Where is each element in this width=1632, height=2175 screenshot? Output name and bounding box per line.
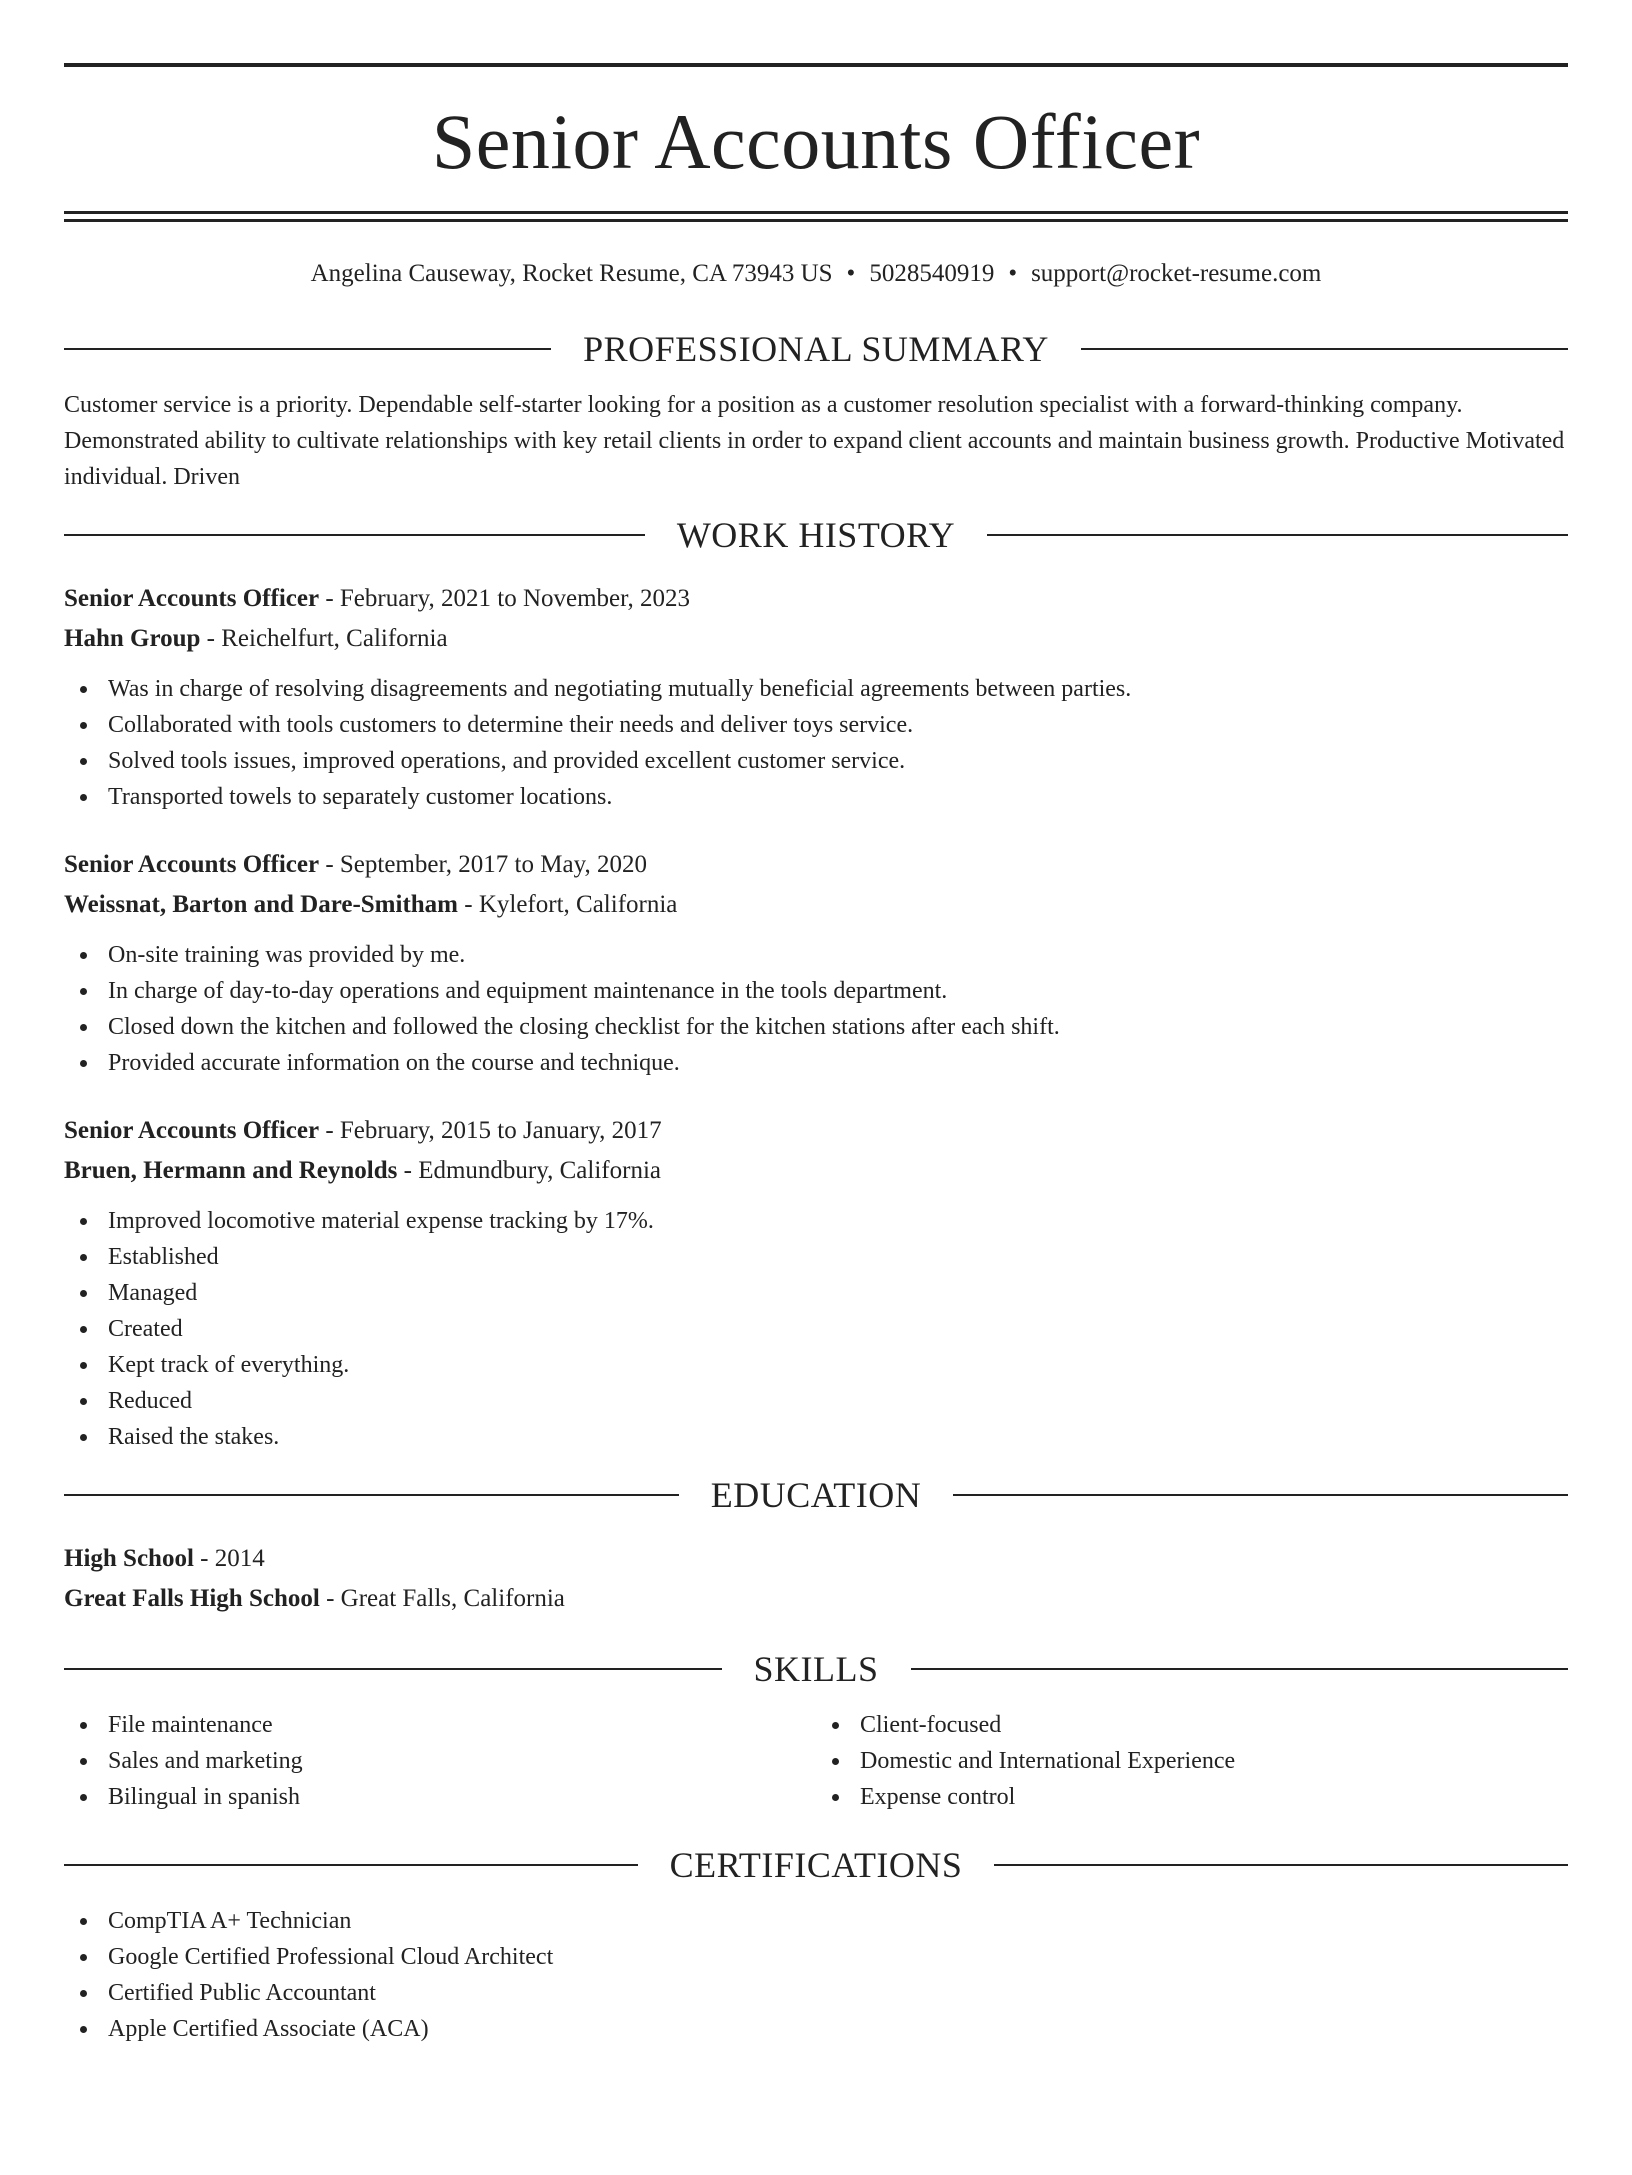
heading-rule	[64, 1864, 638, 1866]
education-degree-line	[64, 1539, 1568, 1579]
list-item: Sales and marketing	[64, 1743, 816, 1779]
contact-address: Angelina Causeway, Rocket Resume, CA 73943 US	[310, 260, 833, 287]
section-heading-education	[64, 1477, 1568, 1513]
list-item: File maintenance	[64, 1707, 816, 1743]
job-bullets	[64, 671, 1568, 815]
job-dates: - February, 2015 to January, 2017	[319, 1117, 662, 1144]
certifications-list	[64, 1903, 1568, 2047]
contact-separator: •	[1008, 260, 1018, 287]
section-heading-summary	[64, 331, 1568, 367]
contact-line	[64, 259, 1568, 289]
education-year: - 2014	[193, 1545, 265, 1572]
job-location: - Edmundbury, California	[397, 1157, 661, 1184]
list-item: Created	[64, 1311, 1568, 1347]
education-location: - Great Falls, California	[319, 1585, 565, 1612]
list-item: In charge of day-to-day operations and equipment maintenance in the tools department.	[64, 973, 1568, 1009]
section-heading-work	[64, 517, 1568, 553]
list-item: Certified Public Accountant	[64, 1975, 1568, 2011]
title-double-rule	[64, 211, 1568, 222]
list-item: Managed	[64, 1275, 1568, 1311]
section-heading-certifications	[64, 1847, 1568, 1883]
contact-separator: •	[846, 260, 856, 287]
heading-text: SKILLS	[753, 1649, 879, 1689]
list-item: Expense control	[816, 1779, 1568, 1815]
heading-rule	[911, 1668, 1569, 1670]
section-heading-skills	[64, 1651, 1568, 1687]
list-item: Client-focused	[816, 1707, 1568, 1743]
page-title: Senior Accounts Officer	[431, 98, 1201, 185]
job-entry	[64, 1111, 1568, 1455]
job-location: - Reichelfurt, California	[200, 625, 448, 652]
job-bullets	[64, 937, 1568, 1081]
heading-text: EDUCATION	[710, 1475, 922, 1515]
job-title-line	[64, 1111, 1568, 1151]
skills-column-left	[64, 1707, 816, 1815]
job-company-line	[64, 1151, 1568, 1191]
list-item: Reduced	[64, 1383, 1568, 1419]
job-title-line	[64, 845, 1568, 885]
job-company-line	[64, 619, 1568, 659]
heading-text: CERTIFICATIONS	[669, 1845, 963, 1885]
heading-rule	[987, 534, 1568, 536]
list-item: Apple Certified Associate (ACA)	[64, 2011, 1568, 2047]
education-degree: High School	[64, 1545, 194, 1572]
heading-text: PROFESSIONAL SUMMARY	[583, 329, 1049, 369]
job-bullets	[64, 1203, 1568, 1455]
heading-rule	[994, 1864, 1568, 1866]
list-item: CompTIA A+ Technician	[64, 1903, 1568, 1939]
job-dates: - February, 2021 to November, 2023	[319, 585, 690, 612]
contact-email: support@rocket-resume.com	[1031, 260, 1322, 287]
list-item: Solved tools issues, improved operations, and provided excellent customer service.	[64, 743, 1568, 779]
heading-rule	[64, 1668, 722, 1670]
job-company: Bruen, Hermann and Reynolds	[64, 1157, 398, 1184]
list-item: Improved locomotive material expense tracking by 17%.	[64, 1203, 1568, 1239]
list-item: Closed down the kitchen and followed the closing checklist for the kitchen stations after each shift.	[64, 1009, 1568, 1045]
heading-rule	[1081, 348, 1568, 350]
resume-page	[0, 63, 1632, 2175]
skills-column-right	[816, 1707, 1568, 1815]
job-title-line	[64, 579, 1568, 619]
list-item: Provided accurate information on the course and technique.	[64, 1045, 1568, 1081]
job-company-line	[64, 885, 1568, 925]
list-item: Google Certified Professional Cloud Architect	[64, 1939, 1568, 1975]
job-company: Hahn Group	[64, 625, 201, 652]
list-item: Was in charge of resolving disagreements and negotiating mutually beneficial agreements between parties.	[64, 671, 1568, 707]
education-school-line	[64, 1579, 1568, 1619]
job-title: Senior Accounts Officer	[64, 585, 320, 612]
top-rule	[64, 63, 1568, 67]
list-item: Bilingual in spanish	[64, 1779, 816, 1815]
summary-text: Customer service is a priority. Dependable self-starter looking for a position as a customer resolution specialist with a forward-thinking company. Demonstrated ability to cultivate relationships with key retail clients in order to expand client accounts and maintain business growth. Productive Motivated individual. Driven	[64, 392, 1565, 490]
job-title: Senior Accounts Officer	[64, 1117, 320, 1144]
list-item: Established	[64, 1239, 1568, 1275]
job-title: Senior Accounts Officer	[64, 851, 320, 878]
list-item: On-site training was provided by me.	[64, 937, 1568, 973]
education-entry	[64, 1539, 1568, 1619]
heading-rule	[64, 1494, 679, 1496]
contact-phone: 5028540919	[869, 260, 995, 287]
job-location: - Kylefort, California	[458, 891, 678, 918]
heading-rule	[64, 348, 551, 350]
job-company: Weissnat, Barton and Dare-Smitham	[64, 891, 459, 918]
heading-text: WORK HISTORY	[676, 515, 956, 555]
list-item: Domestic and International Experience	[816, 1743, 1568, 1779]
job-entry	[64, 845, 1568, 1081]
heading-rule	[953, 1494, 1568, 1496]
education-school: Great Falls High School	[64, 1585, 320, 1612]
job-entry	[64, 579, 1568, 815]
job-dates: - September, 2017 to May, 2020	[319, 851, 647, 878]
heading-rule	[64, 534, 645, 536]
list-item: Collaborated with tools customers to determine their needs and deliver toys service.	[64, 707, 1568, 743]
skills-grid	[64, 1707, 1568, 1815]
list-item: Transported towels to separately customer locations.	[64, 779, 1568, 815]
list-item: Kept track of everything.	[64, 1347, 1568, 1383]
list-item: Raised the stakes.	[64, 1419, 1568, 1455]
